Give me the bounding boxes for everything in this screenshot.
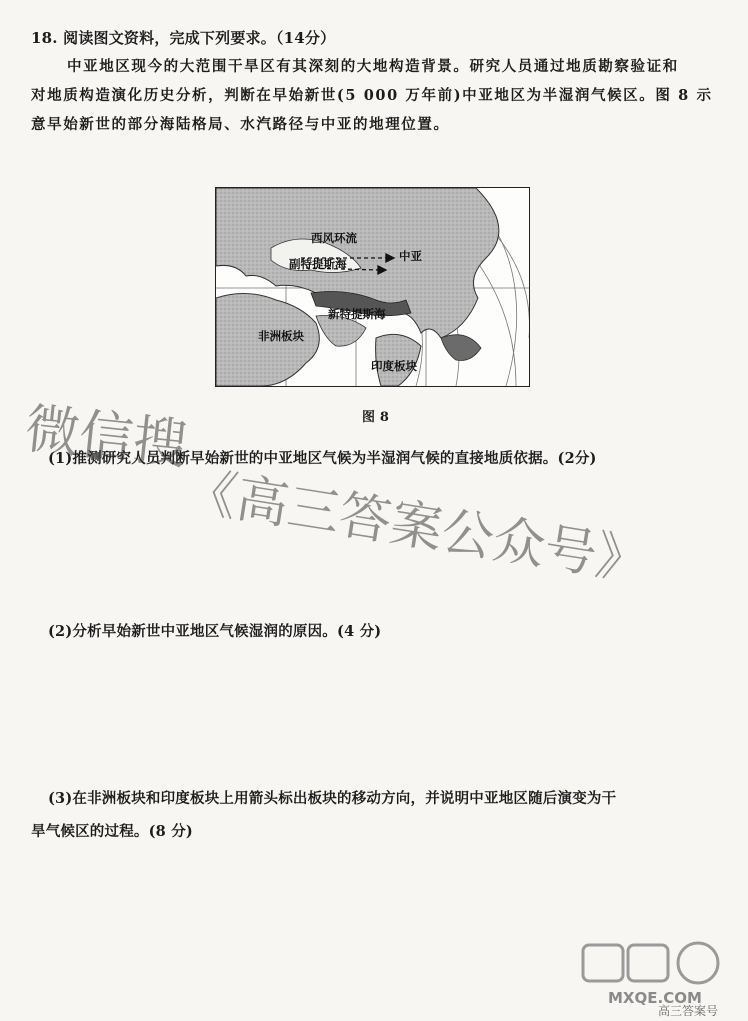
corner-logo-graphic (548, 937, 738, 1017)
corner-site-text: MXQE.COM (608, 989, 702, 1007)
label-african-plate: 非洲板块 (258, 329, 304, 343)
intro-line-1: 中亚地区现今的大范围干旱区有其深刻的大地构造背景。研究人员通过地质勘察验证和 (67, 58, 679, 75)
intro-line-3: 意早始新世的部分海陆格局、水汽路径与中亚的地理位置。 (31, 116, 450, 133)
subquestion-3-line-1: (3)在非洲板块和印度板块上用箭头标出板块的移动方向，并说明中亚地区随后演变为干 (48, 790, 617, 807)
subquestion-3-line-2: 旱气候区的过程。(8 分) (31, 823, 193, 840)
label-indian-plate: 印度板块 (371, 359, 417, 373)
southeast-asia-landmass (441, 335, 481, 361)
corner-watermark-logo (548, 937, 738, 1017)
map-graphic (216, 188, 529, 386)
label-paratethys: 副特提斯海 (289, 257, 347, 271)
label-westerlies: 西风环流 (311, 231, 357, 245)
label-neotethys: 新特提斯海 (328, 307, 386, 321)
question-intro (31, 52, 721, 139)
intro-line-2: 对地质构造演化历史分析，判断在早始新世(5 000 万年前)中亚地区为半湿润气候区。图 8 示 (31, 87, 713, 104)
subquestion-1: (1)推测研究人员判断早始新世的中亚地区气候为半湿润气候的直接地质依据。(2分) (48, 450, 597, 467)
corner-logo-text: 高三答案号 (658, 1004, 719, 1017)
watermark-line-2: 《高三答案公众号》 (180, 460, 653, 594)
question-title: 18. 阅读图文资料，完成下列要求。（14分） (31, 29, 336, 47)
figure-8-map (215, 187, 530, 387)
subquestion-2: (2)分析早始新世中亚地区气候湿润的原因。(4 分) (48, 623, 382, 640)
figure-caption: 图 8 (362, 410, 390, 425)
label-central-asia: 中亚 (399, 249, 422, 263)
watermark-line-1: 微信搜 (22, 396, 190, 477)
